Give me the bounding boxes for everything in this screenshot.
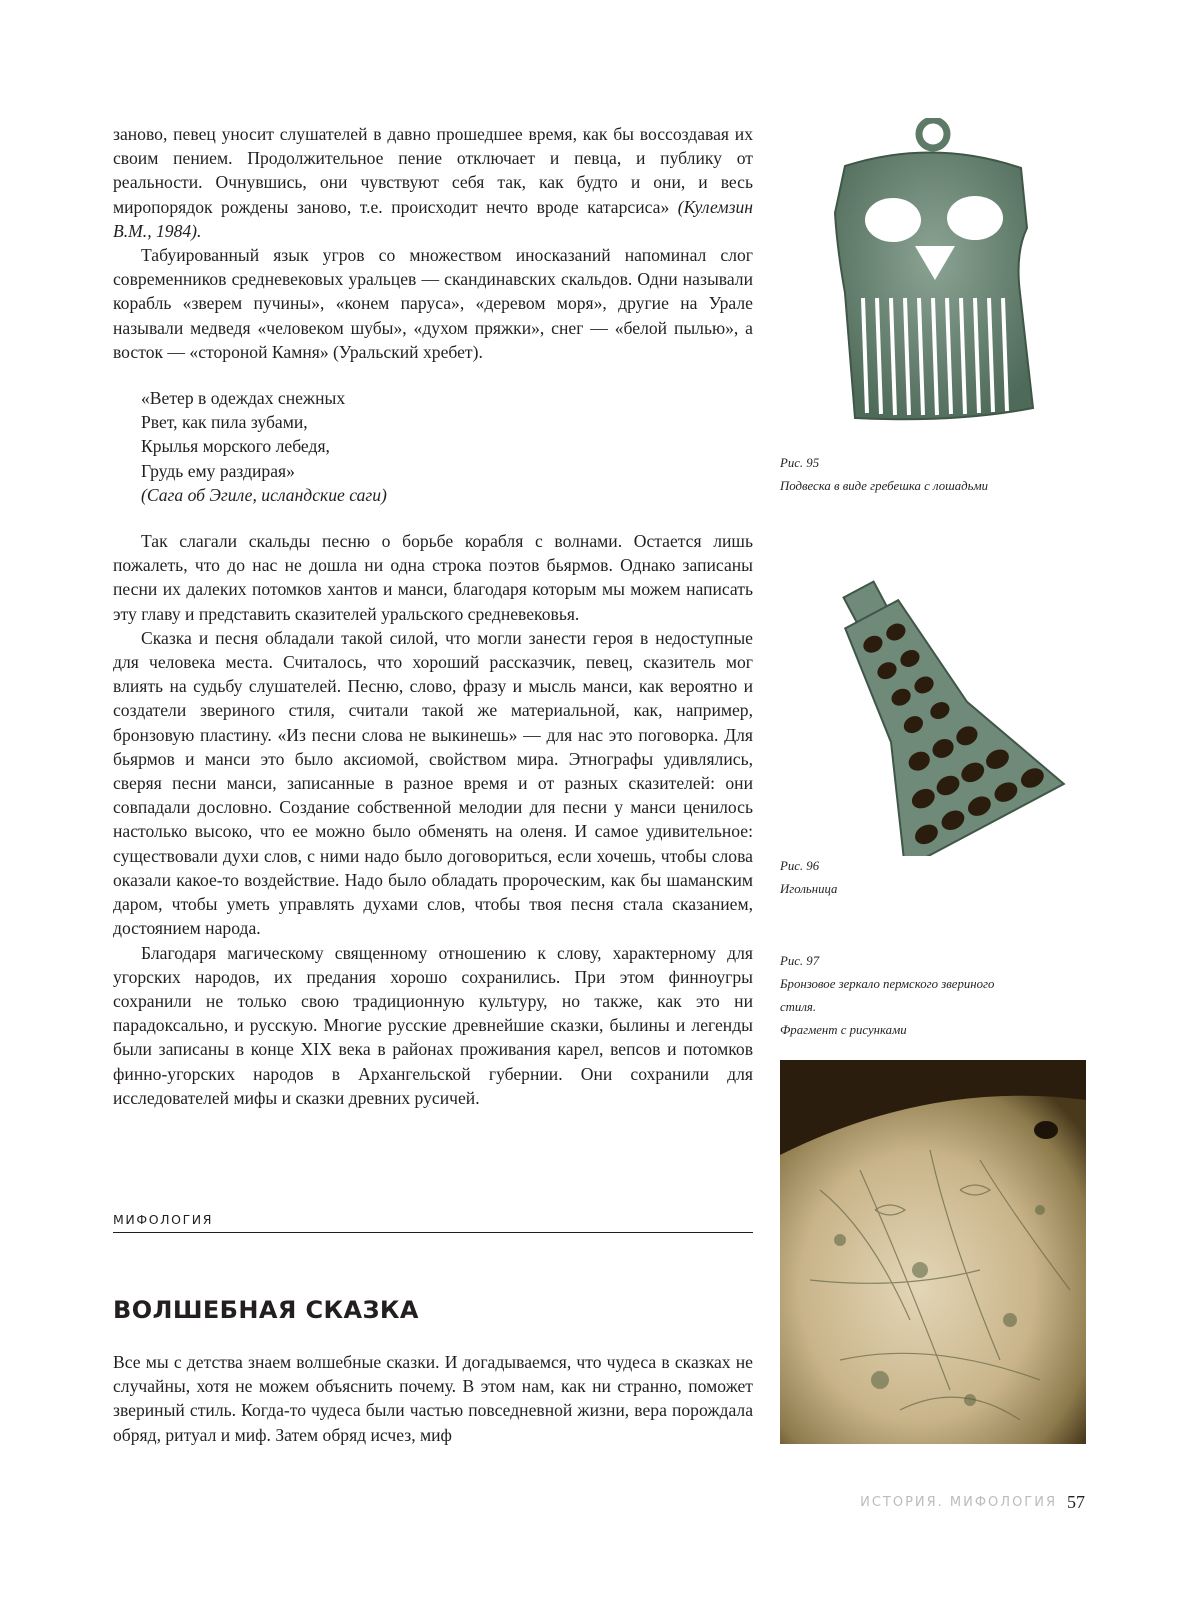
figure-caption-96 xyxy=(780,855,1080,901)
verse-line: Рвет, как пила зубами, xyxy=(141,412,308,433)
needle-case-image xyxy=(800,568,1070,856)
verse-source: (Сага об Эгиле, исландские саги) xyxy=(141,484,387,505)
page-number: 57 xyxy=(1067,1492,1085,1512)
comb-pendant-image xyxy=(815,118,1040,430)
paragraph-text: заново, певец уносит слушателей в давно прошедшее время, как бы воссоздавая их своим пением. Продолжительное пение отключает и певца, и публику от реальности. Очнувшись, они чувствуют себя так, как будто и они, и весь миропорядок рождены заново, т.е. происходит нечто вроде катарсиса» xyxy=(113,124,753,217)
paragraph: Сказка и песня обладали такой силой, что могли занести героя в недоступные для человека места. Считалось, что хороший рассказчик, певец, сказитель мог влиять на судьбу слушателей. Песню, слово, фразу и мысль манси, как вероятно и создатели звериного стиля, считали такой же материальной, как, например, бронзовую пластину. «Из песни слова не выкинешь» — для нас это поговорка. Для бьярмов и манси это было аксиомой, свойством мира. Этнографы удивлялись, сверяя песни манси, записанные в разное время и от разных сказителей: они совпадали дословно. Создание собственной мелодии для песни у манси ценилось настолько высоко, что ее можно было обменять на оленя. И самое удивительное: существовали духи слов, с ними надо было договориться, если хочешь, чтобы слова оказали какое-то воздействие. Надо было обладать пророческим, как бы шаманским даром, чтобы уметь управлять духами слов, чтобы твоя песня стала сказанием, достоянием народа. xyxy=(113,627,753,939)
paragraph: Все мы с детства знаем волшебные сказки. И догадываемся, что чудеса в сказках не случайны, хотя не можем объяснить почему. В этом нам, как ни странно, поможет звериный стиль. Когда-то чудеса были частью повседневной жизни, вера порождала обряд, ритуал и миф. Затем обряд исчез, миф xyxy=(113,1352,753,1445)
paragraph: Благодаря магическому священному отношению к слову, характерному для угорских народов, их предания хорошо сохранились. При этом финноугры сохранили не только свою традиционную культуру, но также, как это ни парадоксально, и русскую. Многие русские древнейшие сказки, былины и легенды были записаны в конце XIX века в районах проживания карел, вепсов и потомков финно-угорских народов в Архангельской губернии. Они сохранили для исследователей мифы и сказки древних русичей. xyxy=(113,942,753,1108)
caption-text: стиля. xyxy=(780,1000,817,1014)
main-text-column xyxy=(113,122,753,1110)
section-heading: ВОЛШЕБНАЯ СКАЗКА xyxy=(113,1296,419,1324)
running-title: ИСТОРИЯ. МИФОЛОГИЯ xyxy=(860,1495,1057,1510)
paragraph: Так слагали скальды песню о борьбе корабля с волнами. Остается лишь пожалеть, что до нас не дошла ни одна строка поэтов бьярмов. Однако записаны песни их далеких потомков хантов и манси, благодаря которым мы можем написать эту главу и представить сказителей уральского средневековья. xyxy=(113,531,753,624)
figure-caption-95 xyxy=(780,452,1080,498)
page-footer xyxy=(860,1492,1085,1513)
caption-number: Рис. 95 xyxy=(780,456,820,470)
caption-number: Рис. 96 xyxy=(780,859,820,873)
verse-line: «Ветер в одеждах снежных xyxy=(141,388,346,409)
caption-text: Игольница xyxy=(780,882,838,896)
verse-line: Крылья морского лебедя, xyxy=(141,436,330,457)
figure-caption-97 xyxy=(780,950,1080,1042)
section-label: МИФОЛОГИЯ xyxy=(113,1212,753,1233)
caption-text: Бронзовое зеркало пермского звериного xyxy=(780,977,995,991)
paragraph xyxy=(113,122,753,243)
caption-text: Фрагмент с рисунками xyxy=(780,1023,907,1037)
bronze-mirror-image xyxy=(780,1060,1086,1444)
verse-line: Грудь ему раздирая» xyxy=(141,460,295,481)
caption-text: Подвеска в виде гребешка с лошадьми xyxy=(780,479,989,493)
caption-number: Рис. 97 xyxy=(780,954,820,968)
citation: (Кулемзин В.М., 1984). xyxy=(113,196,753,241)
verse-quote xyxy=(141,386,753,507)
paragraph: Табуированный язык угров со множеством иносказаний напоминал слог современников средневековых уральцев — скандинавских скальдов. Одни называли корабль «зверем пучины», «конем паруса», «деревом моря», другие на Урале называли медведя «человеком шубы», «духом пряжки», снег — «белой пылью», а восток — «стороной Камня» (Уральский хребет). xyxy=(113,245,753,362)
